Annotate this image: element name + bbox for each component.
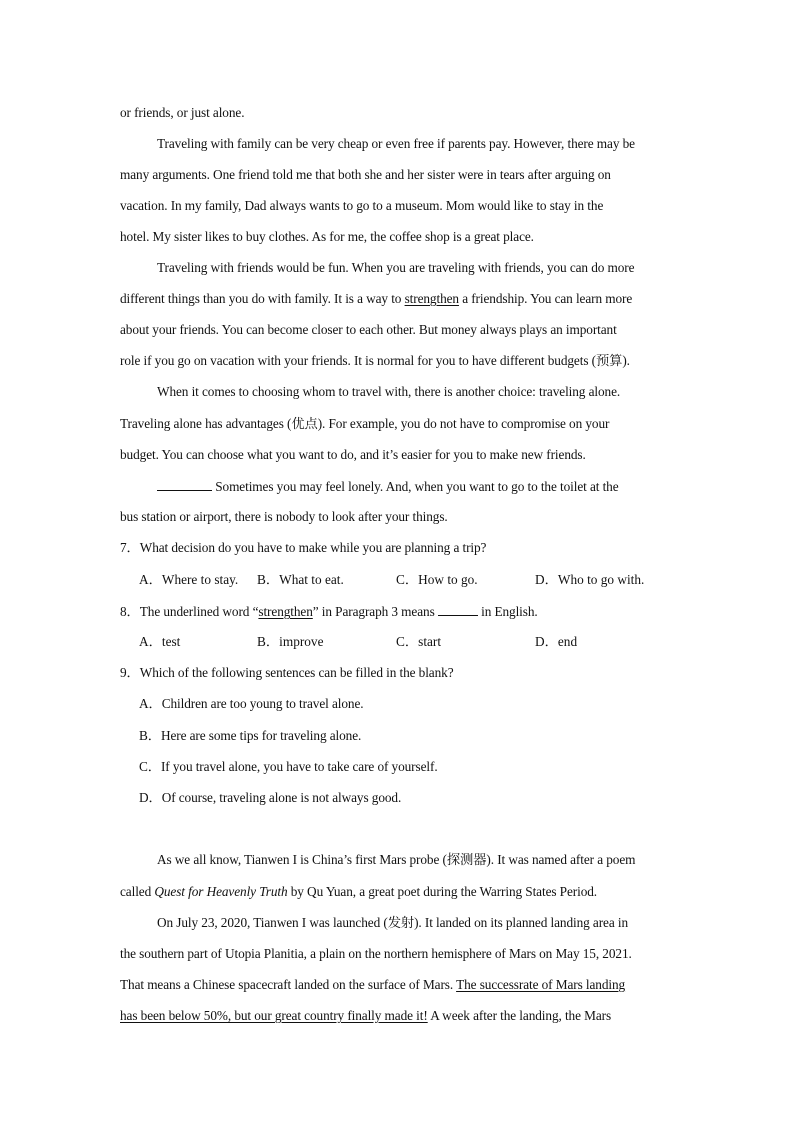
answer-blank (157, 478, 212, 491)
poem-title: Quest for Heavenly Truth (154, 884, 288, 899)
question-9-option-c: C．If you travel alone, you have to take care of yourself. (139, 759, 438, 774)
underlined-sentence: has been below 50%, but our great country finally made it! (120, 1008, 428, 1023)
passage1-line-8: about your friends. You can become closer to each other. But money always plays an important (120, 322, 617, 337)
text-span: a friendship. You can learn more (458, 291, 633, 306)
underlined-word-strengthen: strengthen (258, 604, 313, 619)
underlined-word-strengthen: strengthen (404, 291, 459, 306)
passage2-line-2 (120, 884, 597, 900)
passage1-line-1: or friends, or just alone. (120, 105, 245, 120)
question-9-stem: 9．Which of the following sentences can be filled in the blank? (120, 665, 454, 680)
text-span: Sometimes you may feel lonely. And, when you want to go to the toilet at the (212, 479, 619, 494)
text-span: in English. (477, 604, 538, 619)
question-7-option-c: C．How to go. (396, 572, 478, 587)
text-span: 8．The underlined word “ (120, 604, 259, 619)
passage2-line-6 (120, 1008, 611, 1024)
text-span: ” in Paragraph 3 means (312, 604, 438, 619)
question-8-option-b: B．improve (257, 634, 324, 649)
answer-blank (438, 603, 478, 616)
passage1-line-4: vacation. In my family, Dad always wants to go to a museum. Mom would like to stay in the (120, 198, 604, 213)
passage1-line-5: hotel. My sister likes to buy clothes. As for me, the coffee shop is a great place. (120, 229, 534, 244)
question-9-option-a: A．Children are too young to travel alone. (139, 696, 364, 711)
text-span: by Qu Yuan, a great poet during the Warring States Period. (287, 884, 598, 899)
question-8-option-c: C．start (396, 634, 442, 649)
question-8-option-a: A．test (139, 634, 181, 649)
question-7-option-a: A．Where to stay. (139, 572, 239, 587)
passage1-line-2: Traveling with family can be very cheap or even free if parents pay. However, there may be (157, 136, 635, 151)
passage1-line-9: role if you go on vacation with your friends. It is normal for you to have different budgets (预算). (120, 353, 630, 368)
passage2-line-1: As we all know, Tianwen I is China’s first Mars probe (探测器). It was named after a poem (157, 852, 636, 867)
text-span: different things than you do with family. It is a way to (120, 291, 402, 306)
passage1-line-6: Traveling with friends would be fun. When you are traveling with friends, you can do more (157, 260, 635, 275)
passage1-line-10: When it comes to choosing whom to travel with, there is another choice: traveling alone. (157, 384, 621, 399)
underlined-sentence: The successrate of Mars landing (456, 977, 626, 992)
passage2-line-5 (120, 977, 625, 993)
passage2-line-4: the southern part of Utopia Planitia, a plain on the northern hemisphere of Mars on May 15, 2021. (120, 946, 632, 961)
question-9-option-b: B．Here are some tips for traveling alone. (139, 728, 362, 743)
question-8-option-d: D．end (535, 634, 578, 649)
text-span: That means a Chinese spacecraft landed on the surface of Mars. (120, 977, 457, 992)
passage1-line-3: many arguments. One friend told me that both she and her sister were in tears after arguing on (120, 167, 611, 182)
question-7-stem: 7．What decision do you have to make while you are planning a trip? (120, 540, 487, 555)
question-8-stem (120, 603, 538, 620)
passage1-line-11: Traveling alone has advantages (优点). For example, you do not have to compromise on your (120, 416, 610, 431)
passage1-line-12: budget. You can choose what you want to do, and it’s easier for you to make new friends. (120, 447, 586, 462)
question-7-option-d: D．Who to go with. (535, 572, 645, 587)
passage2-line-3: On July 23, 2020, Tianwen I was launched (发射). It landed on its planned landing area in (157, 915, 629, 930)
passage1-line-14: bus station or airport, there is nobody to look after your things. (120, 509, 448, 524)
passage1-line-13 (157, 478, 619, 495)
question-9-option-d: D．Of course, traveling alone is not always good. (139, 790, 402, 805)
passage1-line-7 (120, 291, 632, 307)
text-span: A week after the landing, the Mars (427, 1008, 612, 1023)
text-span: called (120, 884, 155, 899)
question-7-option-b: B．What to eat. (257, 572, 344, 587)
